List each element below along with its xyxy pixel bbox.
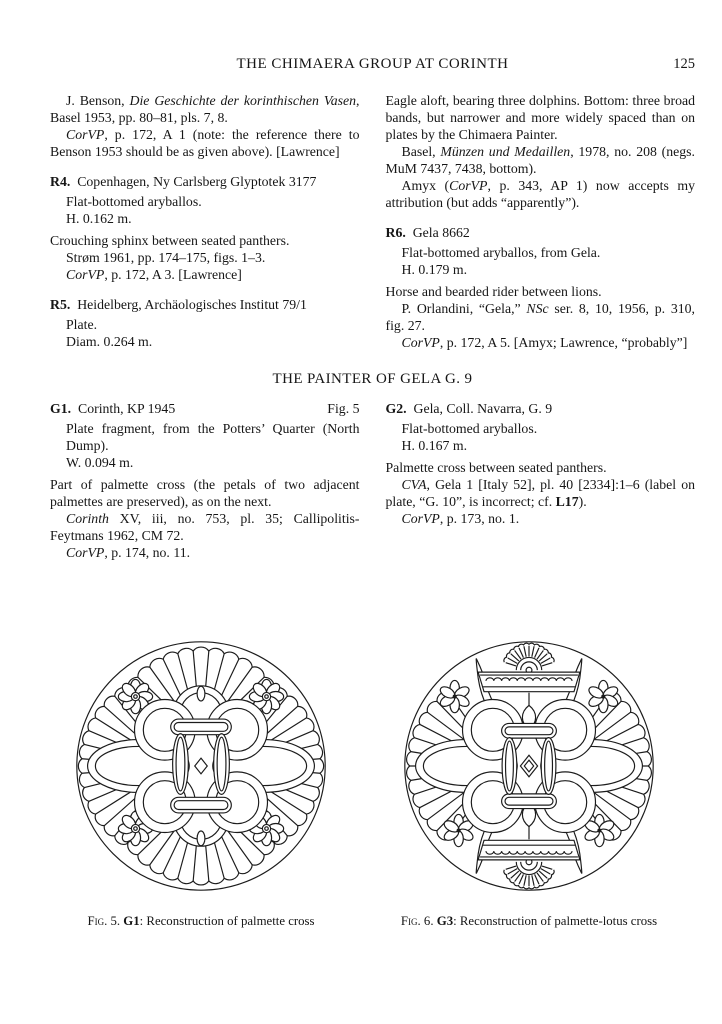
text-run: Copenhagen, Ny Carlsberg Glyptotek 3177 <box>70 174 317 189</box>
text-run: 6. <box>420 914 437 928</box>
description-line <box>66 316 360 333</box>
text-run: G1. <box>50 401 72 416</box>
text-run: G3 <box>436 914 454 928</box>
figure-caption <box>36 914 366 929</box>
text-run: Corinth <box>66 511 109 526</box>
palmette-cross-drawing <box>69 634 333 898</box>
citation-paragraph <box>386 476 696 510</box>
text-run: H. 0.167 m. <box>401 438 468 453</box>
text-run: CVA <box>401 477 427 492</box>
text-run: Basel, <box>401 144 441 159</box>
text-run: , p. 172, A 5. [Amyx; Lawrence, “probably”] <box>439 335 688 350</box>
text-run: W. 0.094 m. <box>66 455 134 470</box>
text-run: CorVP <box>449 178 488 193</box>
entry-heading-text <box>50 400 175 417</box>
figure-caption <box>364 914 694 929</box>
text-run: J. Benson, <box>66 93 130 108</box>
text-run: R4. <box>50 174 71 189</box>
text-run: ser. 8, 10, 1956, p. 310, fig. 27. <box>385 301 695 333</box>
text-run: Palmette cross between seated panthers. <box>385 460 607 475</box>
body-paragraph <box>386 283 696 300</box>
text-run: Part of palmette cross (the petals of two adjacent palmettes are preserved), as on the next. <box>50 477 360 509</box>
figure-5 <box>36 634 366 929</box>
description-line <box>66 193 360 210</box>
text-run: Die Geschichte der korinthischen Vasen <box>129 93 357 108</box>
description-line <box>66 454 360 471</box>
text-run: , 1978, no. 208 (negs. MuM 7437, 7438, bottom). <box>385 144 695 176</box>
section-heading: THE PAINTER OF GELA G. 9 <box>272 371 473 387</box>
text-run: CorVP <box>66 267 105 282</box>
body-paragraph <box>386 92 696 143</box>
text-run: Plate fragment, from the Potters’ Quarter (North Dump). <box>66 421 360 453</box>
citation-paragraph <box>386 300 696 334</box>
body-paragraph <box>50 476 360 510</box>
text-run: R5. <box>50 297 71 312</box>
citation-paragraph <box>386 177 696 211</box>
text-run: ). <box>578 494 587 509</box>
description-line <box>402 261 696 278</box>
text-run: : Reconstruction of palmette cross <box>139 914 315 928</box>
citation-paragraph <box>50 544 360 561</box>
citation-paragraph <box>50 266 360 283</box>
text-run: Flat-bottomed aryballos, from Gela. <box>401 245 601 260</box>
text-run: Eagle aloft, bearing three dolphins. Bottom: three broad bands, but narrower and more widely spaced than on plates by the Chimaera Painter. <box>385 93 695 142</box>
description-line <box>402 420 696 437</box>
citation-paragraph <box>386 143 696 177</box>
text-run: H. 0.162 m. <box>66 211 132 226</box>
figure-reference: Fig. 5 <box>327 401 360 416</box>
text-run: CorVP <box>401 511 440 526</box>
text-run: CorVP <box>66 127 105 142</box>
text-run: Flat-bottomed aryballos. <box>401 421 538 436</box>
running-head-title: THE CHIMAERA GROUP AT CORINTH <box>236 56 509 72</box>
text-run: , p. 173, no. 1. <box>439 511 520 526</box>
description-line <box>402 244 696 261</box>
description-line <box>66 333 360 350</box>
text-run: P. Orlandini, “Gela,” <box>401 301 527 316</box>
text-run: Münzen und Medaillen <box>440 144 571 159</box>
text-run: Crouching sphinx between seated panthers. <box>50 233 290 248</box>
description-line <box>66 210 360 227</box>
entry-heading <box>386 400 696 417</box>
entry-heading <box>50 173 360 190</box>
text-run: Fig. <box>400 914 421 928</box>
text-run: Fig. <box>87 914 108 928</box>
description-line <box>66 420 360 454</box>
figure-6 <box>364 634 694 929</box>
text-run: G2. <box>385 401 407 416</box>
text-run: CorVP <box>401 335 440 350</box>
citation-paragraph <box>50 92 360 126</box>
text-run: Gela 8662 <box>405 225 470 240</box>
column-left <box>50 92 360 351</box>
entry-heading <box>50 400 360 417</box>
citation-paragraph <box>386 334 696 351</box>
citation-paragraph <box>50 126 360 160</box>
text-run: Horse and bearded rider between lions. <box>385 284 602 299</box>
text-run: Diam. 0.264 m. <box>66 334 153 349</box>
text-run: Flat-bottomed aryballos. <box>66 194 202 209</box>
text-run: , p. 343, AP 1) now accepts my attribution (but adds “apparently”). <box>385 178 695 210</box>
description-line <box>402 437 696 454</box>
text-run: Gela, Coll. Navarra, G. 9 <box>406 401 553 416</box>
text-run: Amyx ( <box>401 178 450 193</box>
text-run: Plate. <box>66 317 98 332</box>
citation-paragraph <box>50 249 360 266</box>
body-paragraph <box>386 459 696 476</box>
text-run: L17 <box>555 494 579 509</box>
column-right <box>386 92 696 351</box>
text-run: , p. 172, A 1 (note: the reference there to Benson 1953 should be as given above). [Lawrence] <box>50 127 360 159</box>
citation-paragraph <box>386 510 696 527</box>
entry-heading <box>50 296 360 313</box>
text-run: CorVP <box>66 545 105 560</box>
column-left-g <box>50 400 360 561</box>
text-run: : Reconstruction of palmette-lotus cross <box>453 914 658 928</box>
body-paragraph <box>50 232 360 249</box>
text-run: , p. 174, no. 11. <box>104 545 191 560</box>
citation-paragraph <box>50 510 360 544</box>
text-run: R6. <box>385 225 406 240</box>
text-run: , p. 172, A 3. [Lawrence] <box>104 267 242 282</box>
page-number: 125 <box>673 56 695 72</box>
text-run: NSc <box>526 301 549 316</box>
text-run: Corinth, KP 1945 <box>71 401 176 416</box>
text-run: H. 0.179 m. <box>401 262 468 277</box>
catalog-columns-g <box>50 400 695 561</box>
text-run: , Basel 1953, pp. 80–81, pls. 7, 8. <box>50 93 360 125</box>
text-run: G1 <box>123 914 140 928</box>
text-run: XV, iii, no. 753, pl. 35; Callipolitis-Feytmans 1962, CM 72. <box>50 511 360 543</box>
text-run: , Gela 1 [Italy 52], pl. 40 [2334]:1–6 (label on plate, “G. 10”, is incorrect; cf. <box>385 477 695 509</box>
palmette-lotus-cross-drawing <box>397 634 661 898</box>
text-run: Heidelberg, Archäologisches Institut 79/1 <box>70 297 307 312</box>
text-run: Strøm 1961, pp. 174–175, figs. 1–3. <box>66 250 266 265</box>
column-right-g <box>386 400 696 561</box>
text-run: 5. <box>107 914 124 928</box>
catalog-columns-r <box>50 92 695 351</box>
text-block <box>50 92 695 561</box>
entry-heading <box>386 224 696 241</box>
